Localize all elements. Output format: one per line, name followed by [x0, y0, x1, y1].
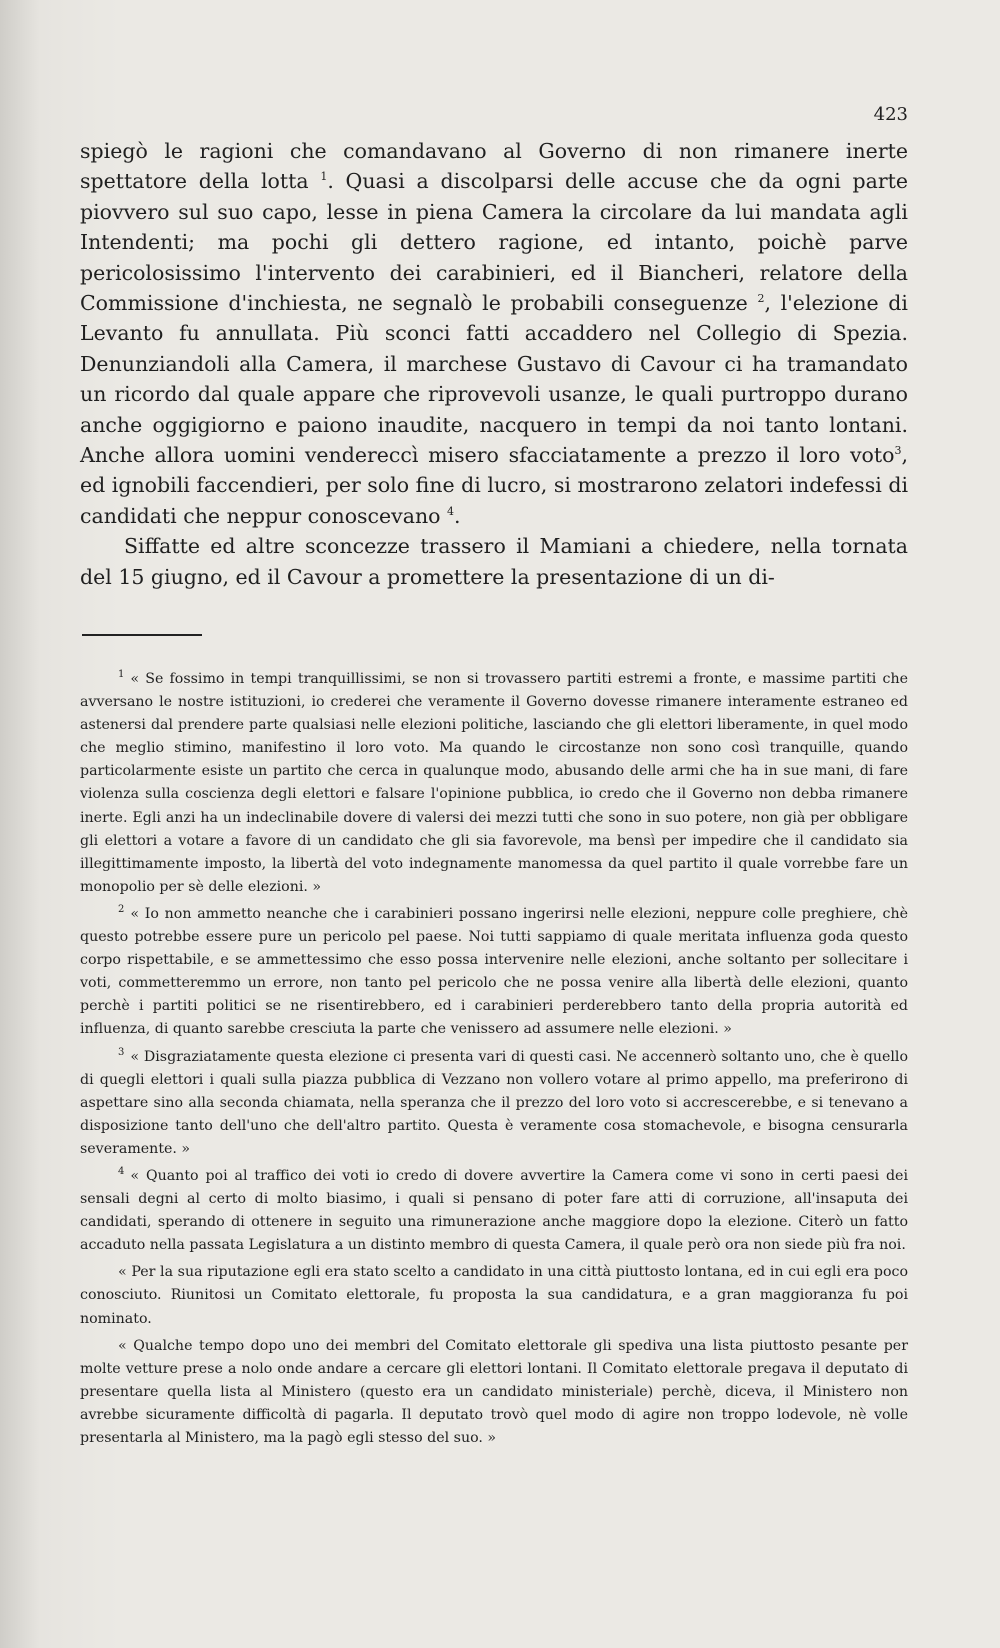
footnote-ref-2: 2	[757, 292, 765, 306]
footnote-mark: 4	[118, 1166, 125, 1178]
footnote-4-paragraph-2: « Per la sua riputazione egli era stato scelto a candidato in una città piuttosto lontana, ed in cui egli era poco conosciuto. Riunitosi un Comitato elettorale, fu proposta la sua candidatura, e a gran maggioranza fu poi nominato.	[80, 1264, 908, 1327]
footnote-mark: 3	[118, 1046, 125, 1058]
footnote-mark: 2	[118, 904, 125, 916]
footnote-divider	[82, 634, 202, 636]
paragraph-1: spiegò le ragioni che comandavano al Governo di non rimanere inerte spettatore della lotta $^1$. Quasi a discolparsi delle accuse che da ogni parte piovvero sul suo capo, lesse in piena Camera la circolare da lui mandata agli Intendenti; ma pochi gli dettero ragione, ed intanto, poichè parve pericolosissimo l'intervento dei carabinieri, ed il Biancheri, relatore della Commissione d'inchiesta, ne segnalò le probabili conseguenze $^2$, l'elezione di Levanto fu annullata. Più sconci fatti accaddero nel Collegio di Spezia. Denunziandoli alla Camera, il marchese Gustavo di Cavour ci ha tramandato un ricordo dal quale appare che riprovevoli usanze, le quali purtroppo durano anche oggigiorno e paiono inaudite, nacquero in tempi da noi tanto lontani. Anche allora uomini vendereccì misero sfacciatamente a prezzo il loro voto$^3$, ed ignobili faccendieri, per solo fine di lucro, si mostrarono zelatori indefessi di candidati che neppur conoscevano $^4$.	[80, 139, 908, 528]
footnote-2: $^2$ « Io non ammetto neanche che i carabinieri possano ingerirsi nelle elezioni, neppure colle preghiere, chè questo potrebbe essere pure un pericolo pel paese. Noi tutti sappiamo di quale meritata influenza goda questo corpo rispettabile, e se ammettessimo che esso possa intervenire nelle elezioni, anche soltanto per sollecitare i voti, commetteremmo un errore, non tanto pel pericolo che ne possa venire alla libertà delle elezioni, quanto perchè i partiti politici se ne risentirebbero, ed i carabinieri perderebbero tanto della propria autorità ed influenza, di quanto sarebbe cresciuta la parte che venissero ad assumere nelle elezioni. »	[80, 904, 908, 1038]
footnote-ref-3: 3	[894, 444, 902, 458]
footnote-ref-4: 4	[447, 505, 455, 519]
page-number: 423	[873, 104, 908, 125]
footnote-4-paragraph-3: « Qualche tempo dopo uno dei membri del Comitato elettorale gli spediva una lista piuttosto pesante per molte vetture prese a nolo onde andare a cercare gli elettori lontani. Il Comitato elettorale pregava il deputato di presentare quella lista al Ministero (questo era un candidato ministeriale) perchè, diceva, il Ministero non avrebbe sicuramente difficoltà di pagarla. Il deputato trovò quel modo di agire non troppo lodevole, nè volle presentarla al Ministero, ma la pagò egli stesso del suo. »	[80, 1337, 908, 1446]
footnote-1: $^1$ « Se fossimo in tempi tranquillissimi, se non si trovassero partiti estremi a fronte, e massime partiti che avversano le nostre istituzioni, io crederei che veramente il Governo dovesse rimanere interamente estraneo ed astenersi dal prendere parte qualsiasi nelle elezioni politiche, lasciando che gli elettori liberamente, in quel modo che meglio stimino, manifestino il loro voto. Ma quando le circostanze non sono così tranquille, quando particolarmente esiste un partito che cerca in qualunque modo, abusando delle armi che ha in sue mani, di fare violenza sulla coscienza degli elettori e falsare l'opinione pubblica, io credo che il Governo non debba rimanere inerte. Egli anzi ha un indeclinabile dovere di valersi dei mezzi tutti che sono in suo potere, non già per obbligare gli elettori a votare a favore di un candidato che gli sia favorevole, ma bensì per impedire che il candidato sia illegittimamente imposto, la libertà del voto indegnamente manomessa da quel partito il quale vorrebbe fare un monopolio per sè delle elezioni. »	[80, 669, 908, 895]
main-text	[80, 136, 908, 592]
footnotes	[80, 668, 908, 1454]
paragraph-2: Siffatte ed altre sconcezze trassero il Mamiani a chiedere, nella tornata del 15 giugno, ed il Cavour a promettere la presentazione di un di-	[80, 534, 908, 589]
footnote-3: $^3$ « Disgraziatamente questa elezione ci presenta vari di questi casi. Ne accennerò soltanto uno, che è quello di quegli elettori i quali sulla piazza pubblica di Vezzano non vollero votare al primo appello, ma preferirono di aspettare sino alla seconda chiamata, nella speranza che il prezzo del loro voto si accrescerebbe, e si tenevano a disposizione tanto dell'uno che dell'altro partito. Questa è veramente cosa stomachevole, e bisogna censurarla severamente. »	[80, 1046, 908, 1157]
footnote-4: $^4$ « Quanto poi al traffico dei voti io credo di dovere avvertire la Camera come vi sono in certi paesi dei sensali degni al certo di molto biasimo, i quali si pensano di poter fare atti di corruzione, all'insaputa dei candidati, sperando di ottenere in seguito una rimunerazione anche maggiore dopo la elezione. Citerò un fatto accaduto nella passata Legislatura a un distinto membro di questa Camera, il quale però ora non siede più fra noi.	[80, 1166, 908, 1254]
footnote-mark: 1	[118, 669, 125, 681]
footnote-ref-1: 1	[320, 170, 328, 184]
